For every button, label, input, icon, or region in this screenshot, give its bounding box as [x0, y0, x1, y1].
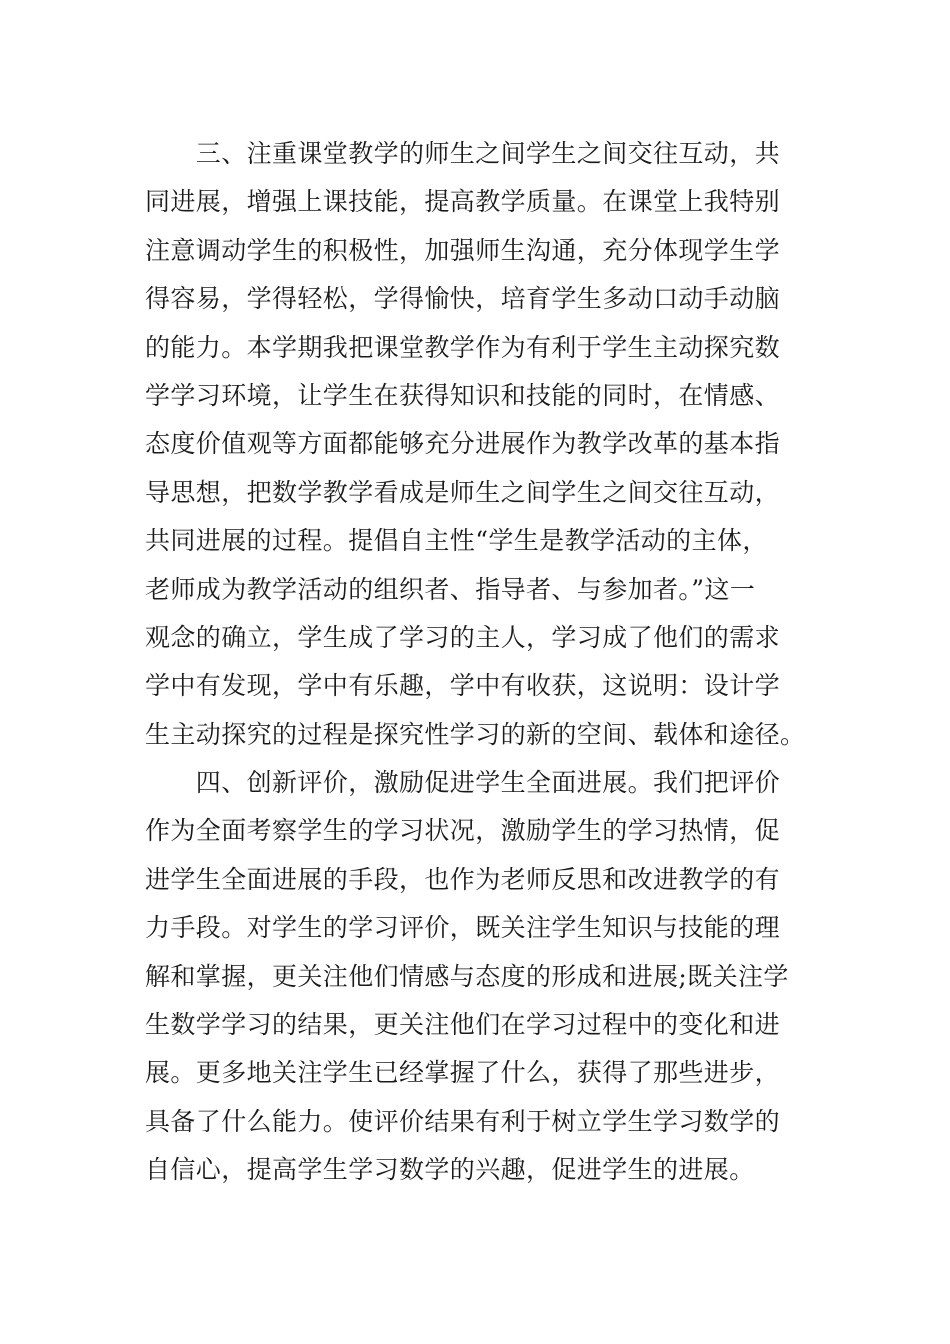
text-line: 四、创新评价，激励促进学生全面进展。我们把评价 — [145, 768, 781, 798]
text-line: 的能力。本学期我把课堂教学作为有利于学生主动探究数 — [145, 332, 781, 362]
text-line: 观念的确立，学生成了学习的主人，学习成了他们的需求 — [145, 622, 781, 652]
text-line: 注意调动学生的积极性，加强师生沟通，充分体现学生学 — [145, 235, 781, 265]
body-text — [145, 130, 810, 1195]
text-line: 导思想，把数学教学看成是师生之间学生之间交往互动， — [145, 477, 781, 507]
text-line: 自信心，提高学生学习数学的兴趣，促进学生的进展。 — [145, 1155, 755, 1185]
text-line: 得容易，学得轻松，学得愉快，培育学生多动口动手动脑 — [145, 284, 781, 314]
text-line: 老师成为教学活动的组织者、指导者、与参加者。”这一 — [145, 574, 756, 604]
text-line: 三、注重课堂教学的师生之间学生之间交往互动，共 — [145, 139, 781, 168]
text-line: 共同进展的过程。提倡自主性“学生是教学活动的主体， — [145, 526, 768, 556]
text-line: 作为全面考察学生的学习状况，激励学生的学习热情，促 — [145, 816, 781, 846]
text-line: 态度价值观等方面都能够充分进展作为教学改革的基本指 — [145, 429, 781, 459]
text-line: 解和掌握，更关注他们情感与态度的形成和进展;既关注学 — [145, 961, 789, 991]
text-line: 生数学学习的结果，更关注他们在学习过程中的变化和进 — [145, 1010, 781, 1040]
text-line: 学中有发现，学中有乐趣，学中有收获，这说明：设计学 — [145, 671, 781, 701]
text-line: 力手段。对学生的学习评价，既关注学生知识与技能的理 — [145, 913, 781, 943]
text-line: 具备了什么能力。使评价结果有利于树立学生学习数学的 — [145, 1106, 781, 1136]
text-line: 生主动探究的过程是探究性学习的新的空间、载体和途径。 — [145, 719, 806, 749]
text-line: 展。更多地关注学生已经掌握了什么，获得了那些进步， — [145, 1058, 781, 1088]
text-line: 学学习环境，让学生在获得知识和技能的同时，在情感、 — [145, 380, 781, 410]
text-line: 进学生全面进展的手段，也作为老师反思和改进教学的有 — [145, 864, 781, 894]
text-line: 同进展，增强上课技能，提高教学质量。在课堂上我特别 — [145, 187, 781, 217]
